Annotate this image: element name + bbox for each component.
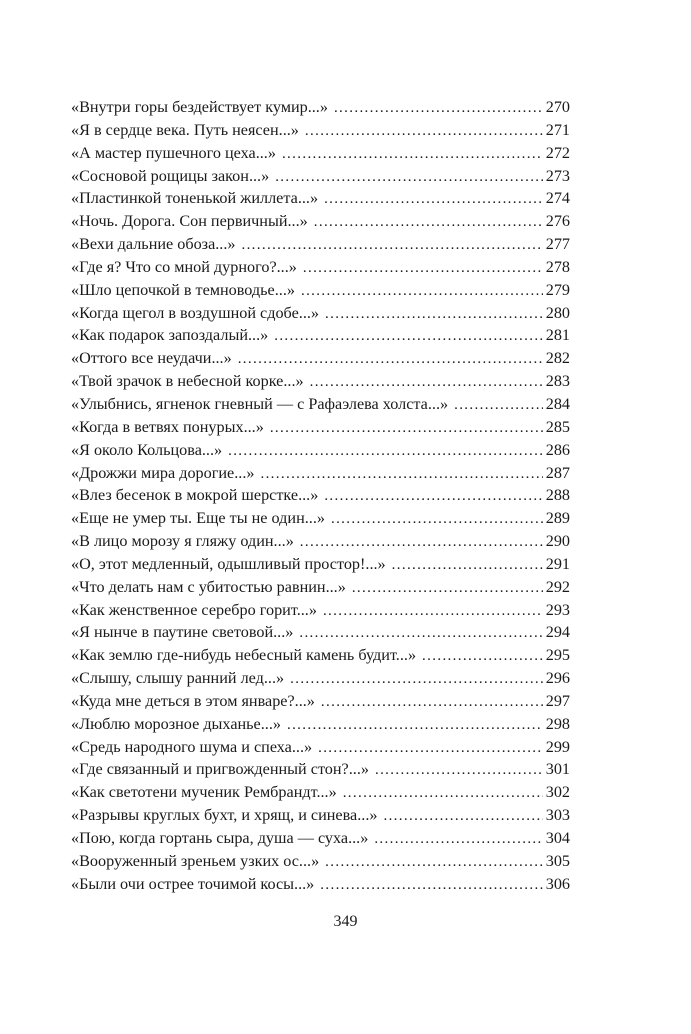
toc-entry-page: 294 xyxy=(545,623,570,642)
toc-entry-page: 306 xyxy=(545,874,570,893)
dot-leader xyxy=(325,303,543,326)
toc-entry-page: 281 xyxy=(545,326,570,345)
dot-leader xyxy=(331,508,543,531)
toc-entry-page: 273 xyxy=(545,166,570,185)
toc-entry-page: 296 xyxy=(545,669,570,688)
toc-entry-title: «Твой зрачок в небесной корке...» xyxy=(71,372,304,391)
toc-entry-title: «Я в сердце века. Путь неясен...» xyxy=(71,120,299,139)
toc-entry-title: «Когда щегол в воздушной сдобе...» xyxy=(71,303,320,322)
toc-entry xyxy=(71,736,570,759)
toc-entry-page: 279 xyxy=(545,280,570,299)
dot-leader xyxy=(260,463,542,486)
dot-leader xyxy=(314,211,543,234)
dot-leader xyxy=(287,714,543,737)
dot-leader xyxy=(352,577,543,600)
toc-entry xyxy=(71,621,570,644)
toc-entry-page: 272 xyxy=(545,143,570,162)
toc-entry xyxy=(71,667,570,690)
table-of-contents xyxy=(71,96,570,896)
toc-entry-title: «Внутри горы бездействует кумир...» xyxy=(71,98,328,116)
toc-entry-page: 298 xyxy=(545,714,570,733)
toc-entry-title: «Что делать нам с убитостью равнин...» xyxy=(71,577,346,596)
dot-leader xyxy=(282,143,543,166)
toc-entry-page: 276 xyxy=(545,212,570,231)
toc-entry-title: «В лицо морозу я гляжу один...» xyxy=(71,532,294,551)
toc-entry-page: 283 xyxy=(545,372,570,391)
toc-entry-page: 278 xyxy=(545,257,570,276)
toc-entry xyxy=(71,507,570,530)
dot-leader xyxy=(324,485,542,508)
dot-leader xyxy=(375,759,543,782)
dot-leader xyxy=(228,440,543,463)
toc-entry xyxy=(71,187,570,210)
toc-entry xyxy=(71,96,570,119)
toc-entry-title: «Оттого все неудачи...» xyxy=(71,349,232,368)
toc-entry-page: 284 xyxy=(545,394,570,413)
toc-entry xyxy=(71,370,570,393)
dot-leader xyxy=(422,645,543,668)
dot-leader xyxy=(303,257,543,280)
toc-entry-page: 292 xyxy=(545,577,570,596)
toc-entry xyxy=(71,713,570,736)
dot-leader xyxy=(334,97,543,120)
toc-entry-page: 288 xyxy=(545,486,570,505)
dot-leader xyxy=(241,234,542,257)
toc-entry xyxy=(71,279,570,302)
toc-entry xyxy=(71,530,570,553)
dot-leader xyxy=(299,622,542,645)
dot-leader xyxy=(305,120,543,143)
dot-leader xyxy=(454,394,543,417)
toc-entry-page: 304 xyxy=(545,829,570,847)
toc-entry xyxy=(71,644,570,667)
toc-entry-title: «Сосновой рощицы закон...» xyxy=(71,166,270,185)
toc-entry-page: 305 xyxy=(545,851,570,870)
toc-entry xyxy=(71,119,570,142)
dot-leader xyxy=(343,782,543,805)
dot-leader xyxy=(274,325,542,348)
toc-entry-title: «Когда в ветвях понурых...» xyxy=(71,417,264,436)
toc-entry-title: «Где связанный и пригвожденный стон?...» xyxy=(71,760,369,779)
toc-entry-title: «Где я? Что со мной дурного?...» xyxy=(71,257,297,276)
toc-entry xyxy=(71,576,570,599)
toc-entry-page: 282 xyxy=(545,349,570,368)
toc-entry-title: «Пою, когда гортань сыра, душа — суха...» xyxy=(71,829,369,847)
toc-entry xyxy=(71,416,570,439)
toc-entry-title: «Еще не умер ты. Еще ты не один...» xyxy=(71,509,325,528)
toc-entry xyxy=(71,599,570,622)
toc-entry-title: «Как подарок запоздалый...» xyxy=(71,326,269,345)
toc-entry xyxy=(71,781,570,804)
page-number: 349 xyxy=(333,913,358,930)
dot-leader xyxy=(310,371,543,394)
toc-entry-title: «Я нынче в паутине световой...» xyxy=(71,623,294,642)
toc-entry-page: 299 xyxy=(545,737,570,756)
toc-entry-page: 274 xyxy=(545,189,570,208)
toc-entry-page: 302 xyxy=(545,783,570,802)
toc-entry-page: 270 xyxy=(545,98,570,116)
toc-entry-title: «Как землю где-нибудь небесный камень будит...» xyxy=(71,646,417,665)
dot-leader xyxy=(392,554,543,577)
toc-entry xyxy=(71,484,570,507)
toc-entry-page: 289 xyxy=(545,509,570,528)
toc-entry xyxy=(71,827,570,850)
toc-entry-title: «Вооруженный зреньем узких ос...» xyxy=(71,851,320,870)
toc-entry-title: «О, этот медленный, одышливый простор!...» xyxy=(71,554,386,573)
toc-entry-title: «Были очи острее точимой косы...» xyxy=(71,874,315,893)
toc-entry-title: «Как светотени мученик Рембрандт...» xyxy=(71,783,337,802)
toc-entry-page: 295 xyxy=(545,646,570,665)
toc-entry xyxy=(71,462,570,485)
toc-entry xyxy=(71,142,570,165)
toc-entry xyxy=(71,758,570,781)
toc-entry-page: 285 xyxy=(545,417,570,436)
dot-leader xyxy=(270,417,543,440)
toc-entry-title: «Куда мне деться в этом январе?...» xyxy=(71,691,315,710)
dot-leader xyxy=(318,737,543,760)
toc-entry-title: «Шло цепочкой в темноводье...» xyxy=(71,280,295,299)
toc-entry-title: «Влез бесенок в мокрой шерстке...» xyxy=(71,486,319,505)
toc-entry xyxy=(71,690,570,713)
toc-entry xyxy=(71,393,570,416)
dot-leader xyxy=(301,280,543,303)
toc-entry-page: 287 xyxy=(545,463,570,482)
toc-entry xyxy=(71,302,570,325)
toc-entry-page: 301 xyxy=(545,760,570,779)
toc-entry-title: «Пластинкой тоненькой жиллета...» xyxy=(71,189,319,208)
toc-entry-page: 303 xyxy=(545,806,570,825)
dot-leader xyxy=(323,600,543,623)
toc-entry-page: 277 xyxy=(545,235,570,254)
toc-entry-title: «Средь народного шума и спеха...» xyxy=(71,737,313,756)
dot-leader xyxy=(300,531,543,554)
toc-entry-page: 286 xyxy=(545,440,570,459)
toc-entry-title: «Улыбнись, ягненок гневный — с Рафаэлева холста...» xyxy=(71,394,449,413)
toc-entry-title: «Как женственное серебро горит...» xyxy=(71,600,317,619)
toc-entry xyxy=(71,165,570,188)
dot-leader xyxy=(275,166,543,189)
toc-entry xyxy=(71,324,570,347)
toc-entry-page: 297 xyxy=(545,691,570,710)
toc-entry xyxy=(71,873,570,896)
dot-leader xyxy=(383,805,542,828)
toc-entry xyxy=(71,553,570,576)
dot-leader xyxy=(320,874,542,897)
toc-entry-title: «Дрожжи мира дорогие...» xyxy=(71,463,255,482)
toc-entry xyxy=(71,439,570,462)
dot-leader xyxy=(324,188,543,211)
toc-entry xyxy=(71,210,570,233)
toc-entry-title: «Ночь. Дорога. Сон первичный...» xyxy=(71,212,308,231)
toc-entry xyxy=(71,347,570,370)
toc-entry-title: «Люблю морозное дыханье...» xyxy=(71,714,281,733)
toc-entry xyxy=(71,850,570,873)
dot-leader xyxy=(374,828,542,851)
dot-leader xyxy=(325,851,543,874)
toc-entry-page: 290 xyxy=(545,532,570,551)
toc-entry-page: 291 xyxy=(545,554,570,573)
toc-entry xyxy=(71,233,570,256)
dot-leader xyxy=(290,668,543,691)
dot-leader xyxy=(238,348,543,371)
toc-entry-page: 280 xyxy=(545,303,570,322)
toc-entry-page: 293 xyxy=(545,600,570,619)
toc-entry-page: 271 xyxy=(545,120,570,139)
dot-leader xyxy=(321,691,543,714)
toc-entry-title: «Разрывы круглых бухт, и хрящ, и синева...» xyxy=(71,806,378,825)
toc-entry xyxy=(71,256,570,279)
toc-entry-title: «Я около Кольцова...» xyxy=(71,440,223,459)
toc-entry-title: «А мастер пушечного цеха...» xyxy=(71,143,276,162)
toc-entry xyxy=(71,804,570,827)
toc-entry-title: «Вехи дальние обоза...» xyxy=(71,235,236,254)
toc-entry-title: «Слышу, слышу ранний лед...» xyxy=(71,669,285,688)
